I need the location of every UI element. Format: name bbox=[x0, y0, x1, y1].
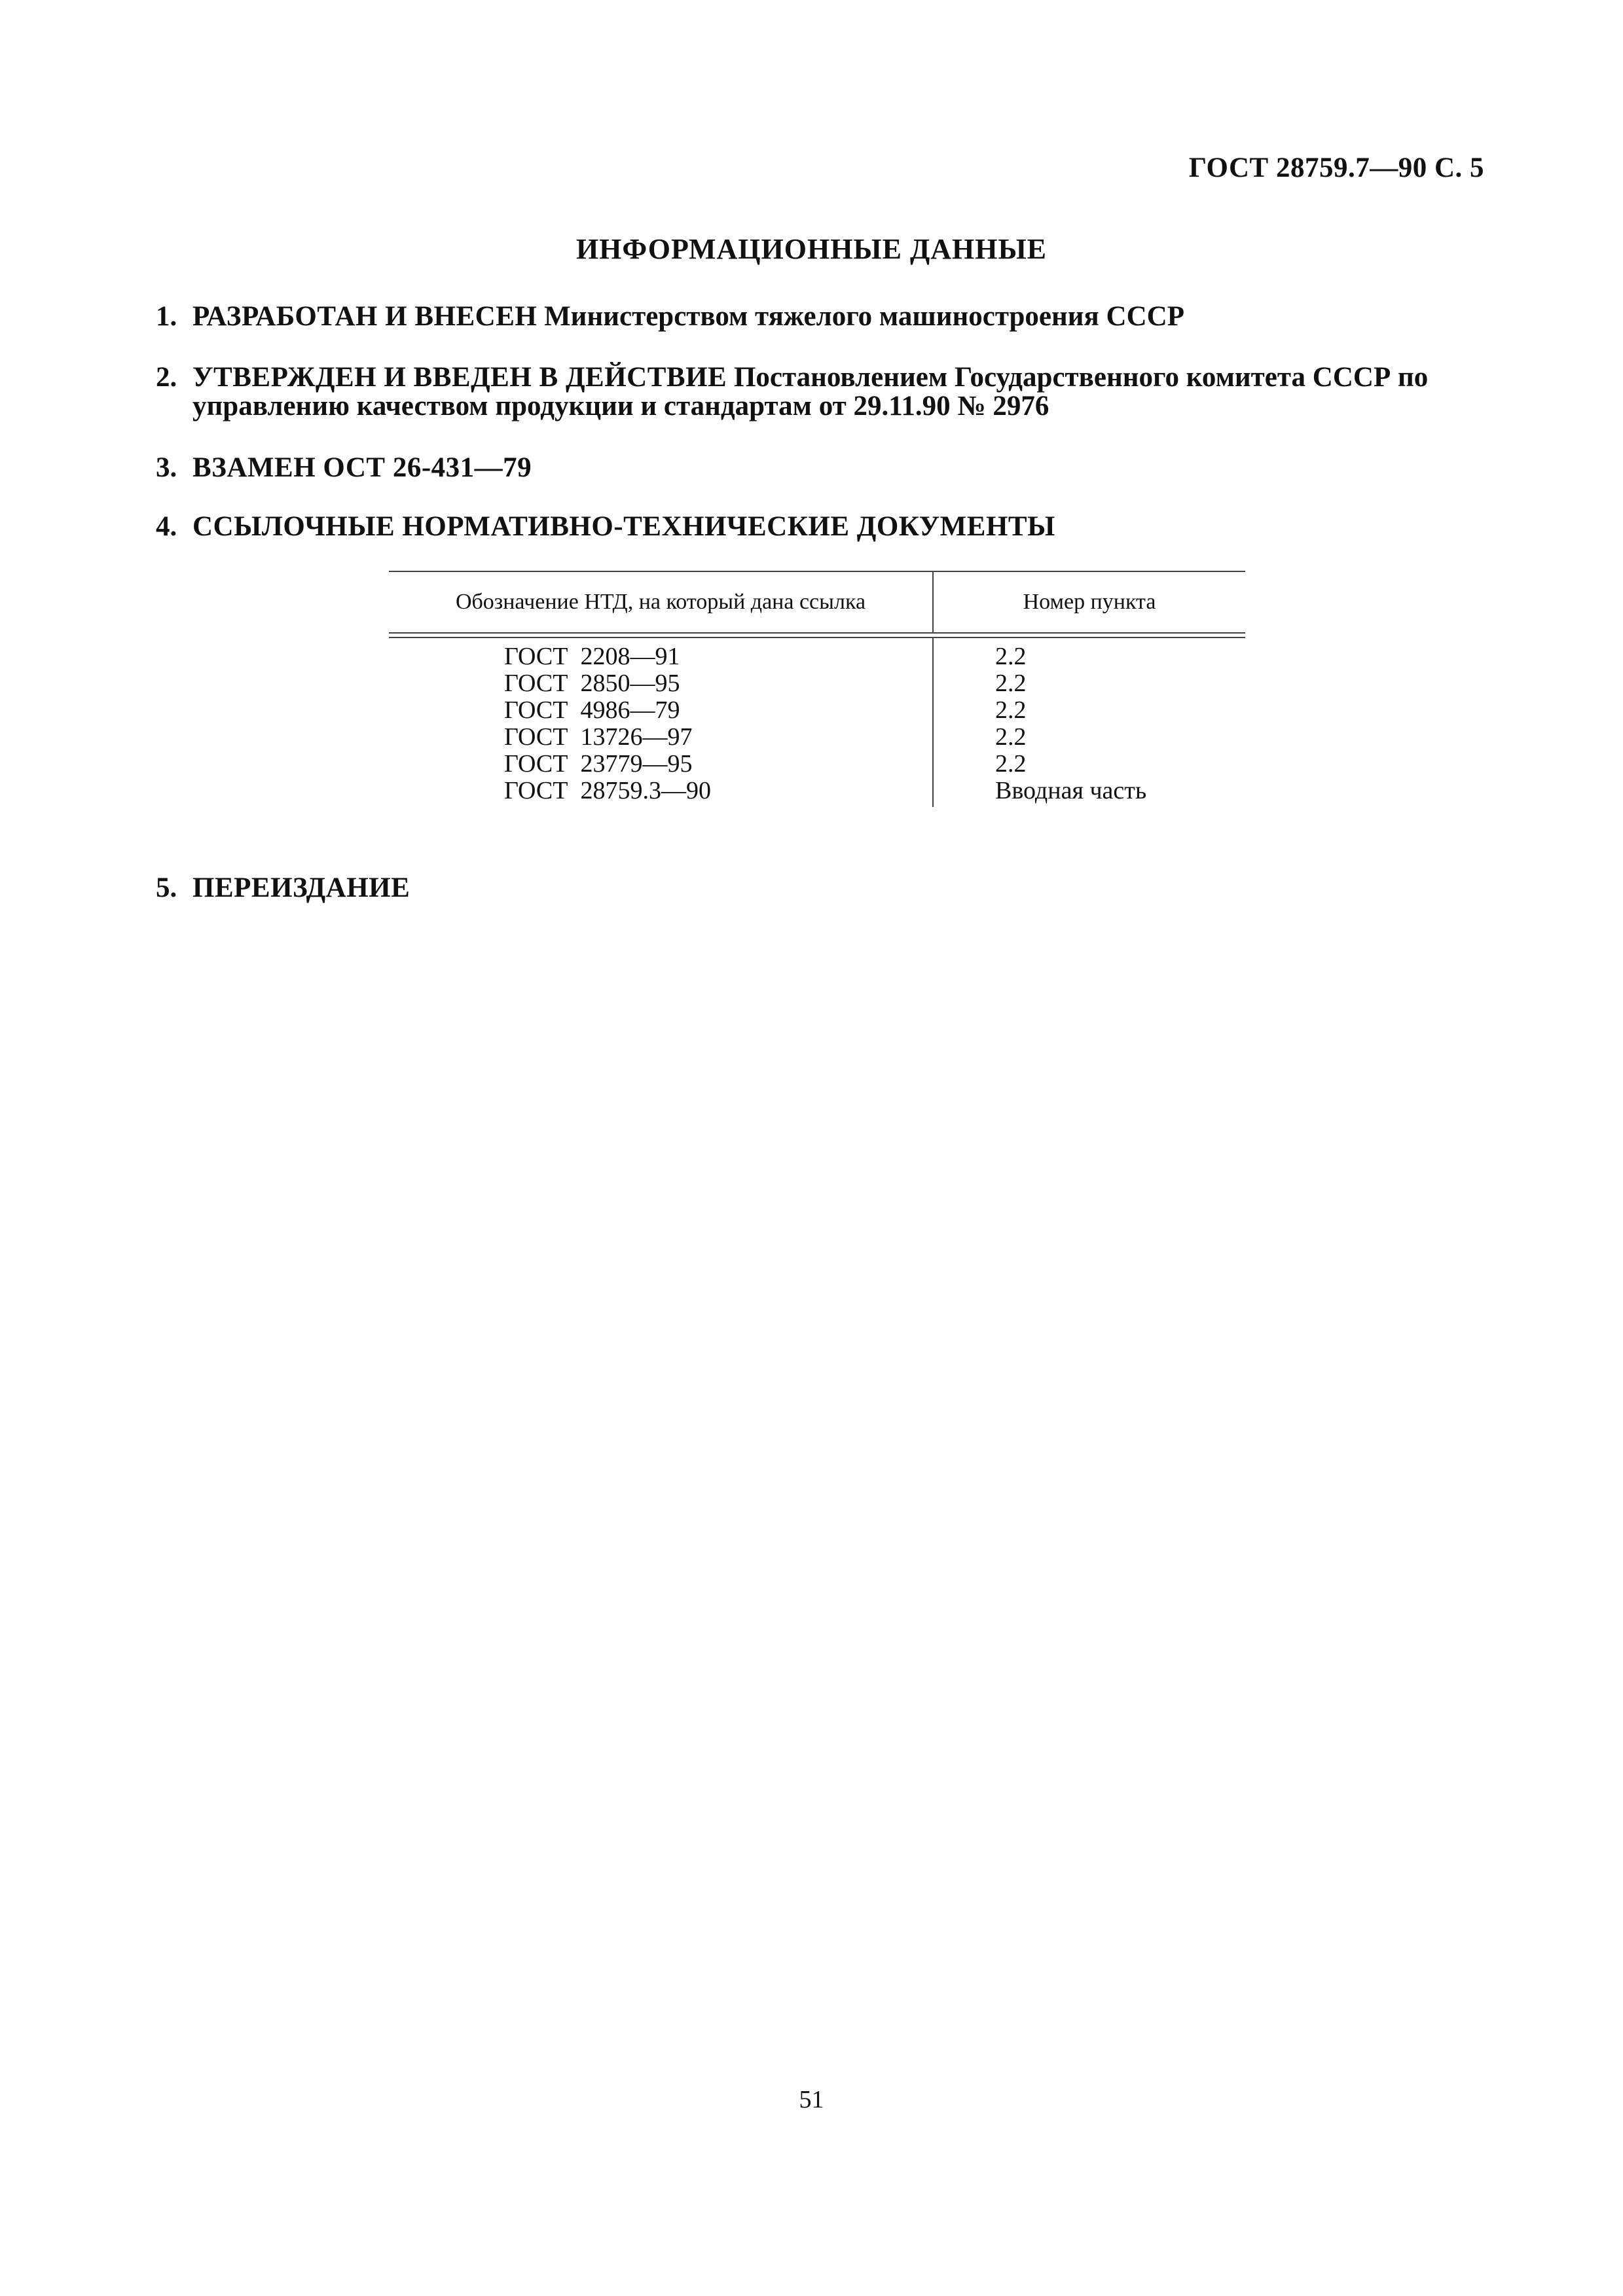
table-cell-designation: ГОСТ 4986—79 bbox=[504, 696, 680, 724]
table-cell-clause: 2.2 bbox=[995, 643, 1027, 670]
item-number: 1. bbox=[156, 301, 177, 332]
table-cell-designation: ГОСТ 28759.3—90 bbox=[504, 777, 711, 804]
table-cell-clause: Вводная часть bbox=[995, 777, 1147, 804]
item-number: 3. bbox=[156, 452, 177, 483]
item-lead: УТВЕРЖДЕН И ВВЕДЕН В ДЕЙСТВИЕ bbox=[192, 362, 727, 393]
table-body bbox=[389, 638, 1245, 807]
table-cell-clause: 2.2 bbox=[995, 750, 1027, 778]
item-text: Министерством тяжелого машиностроения СССР bbox=[537, 301, 1184, 332]
table-cell-clause: 2.2 bbox=[995, 670, 1027, 697]
item-number: 4. bbox=[156, 511, 177, 542]
table-cell-designation: ГОСТ 2208—91 bbox=[504, 643, 680, 670]
page-number: 51 bbox=[799, 2086, 824, 2113]
page-header: ГОСТ 28759.7—90 С. 5 bbox=[1188, 152, 1484, 183]
item-lead: ВЗАМЕН ОСТ 26-431—79 bbox=[192, 452, 532, 483]
table-column-designation bbox=[389, 638, 934, 807]
info-item-2 bbox=[156, 363, 1484, 421]
table-header-clause: Номер пункта bbox=[1023, 590, 1156, 614]
item-lead: ССЫЛОЧНЫЕ НОРМАТИВНО-ТЕХНИЧЕСКИЕ ДОКУМЕНТЫ bbox=[192, 511, 1055, 542]
table-header-rule bbox=[389, 632, 1245, 638]
item-text-continuation: управлению качеством продукции и стандартам от 29.11.90 № 2976 bbox=[192, 391, 1049, 422]
section-title: ИНФОРМАЦИОННЫЕ ДАННЫЕ bbox=[575, 233, 1048, 265]
info-item-3 bbox=[156, 454, 1484, 482]
table-header bbox=[389, 572, 1245, 632]
table-cell-designation: ГОСТ 23779—95 bbox=[504, 750, 693, 778]
item-number: 5. bbox=[156, 872, 177, 903]
reference-table bbox=[389, 571, 1245, 807]
info-item-1 bbox=[156, 302, 1484, 331]
table-cell-designation: ГОСТ 2850—95 bbox=[504, 670, 680, 697]
table-column-clause bbox=[934, 638, 1245, 807]
info-item-4 bbox=[156, 512, 1484, 541]
table-cell-clause: 2.2 bbox=[995, 723, 1027, 751]
item-text: Постановлением Государственного комитета СССР по bbox=[727, 362, 1429, 393]
item-lead: РАЗРАБОТАН И ВНЕСЕН bbox=[192, 301, 538, 332]
table-cell-clause: 2.2 bbox=[995, 696, 1027, 724]
table-header-designation: Обозначение НТД, на который дана ссылка bbox=[389, 572, 934, 632]
item-lead: ПЕРЕИЗДАНИЕ bbox=[192, 872, 410, 903]
item-number: 2. bbox=[156, 362, 177, 393]
table-cell-designation: ГОСТ 13726—97 bbox=[504, 723, 693, 751]
info-item-5 bbox=[156, 874, 1484, 903]
